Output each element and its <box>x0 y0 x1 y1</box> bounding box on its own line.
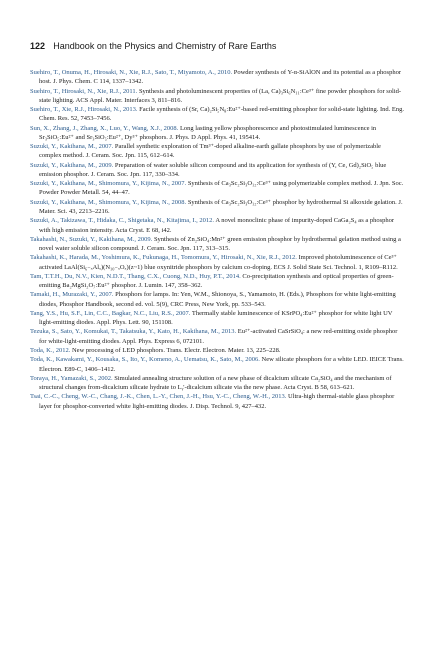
reference-authors: Suehiro, T., Hirosaki, N., Xie, R.J., 2011. <box>30 87 138 95</box>
reference-citation: New silicate phosphors for a white LED. IEICE Trans. Electron. E89-C, 1406–1412. <box>39 356 404 373</box>
reference-entry <box>30 327 404 346</box>
reference-citation: Simulated annealing structure solution of a new phase of dicalcium silicate Ca₂SiO₄ and the mechanism of structural changes from-dicalcium silicate hydrate to Lᵧ'-dicalcium silicate via the new phase. Acta Cryst. B 58, 613–621. <box>39 374 392 392</box>
running-header <box>30 40 276 52</box>
reference-authors: Toda, K., Kawakami, Y., Kousaka, S., Ito, Y., Komeno, A., Uematsu, K., Sato, M., 2006. <box>30 356 260 364</box>
reference-citation: Parallel synthetic exploration of Tm³⁺-doped alkaline-earth gallate phosphors by use of polymerizable complex method. J. Ceram. Soc. Jpn. 115, 612–614. <box>39 143 381 160</box>
reference-authors: Tsai, C.-C., Cheng, W.-C., Chang, J.-K., Chen, L.-Y., Chen, J.-H., Hsu, Y.-C., Cheng, W.-H., 2013. <box>30 393 287 401</box>
reference-authors: Toda, K., 2012. <box>30 346 71 354</box>
reference-entry <box>30 235 404 254</box>
page-number: 122 <box>30 41 46 51</box>
reference-authors: Suzuki, Y., Kakihana, M., 2009. <box>30 161 114 169</box>
reference-authors: Takahashi, K., Harada, M., Yoshimura, K., Fukunaga, H., Tomomura, Y., Hirosaki, N., Xie, R.J., 2012. <box>30 254 297 262</box>
reference-entry <box>30 179 404 198</box>
reference-entry <box>30 124 404 143</box>
reference-citation: Synthesis of Zn₂SiO₄:Mn²⁺ green emission phosphor by hydrothermal gelation method using a novel water soluble silicon compound. J. Ceram. Soc. Jpn. 117, 313–315. <box>39 235 401 253</box>
reference-authors: Suzuki, A., Takizawa, T., Hidaka, C., Shigetaka, N., Kitajima, I., 2012. <box>30 217 215 225</box>
reference-entry <box>30 355 404 374</box>
reference-citation: A novel monoclinic phase of impurity-doped CaGa₂S₄ as a phosphor with high emission intensity. Acta Cryst. E 68, i42. <box>39 217 395 234</box>
reference-citation: Long lasting yellow phosphorescence and photostimulated luminescence in Sr₃SiO₅:Eu²⁺ and Sr₃SiO₅:Eu²⁺, Dy³⁺ phosphors. J. Phys. D Appl. Phys. 41, 195414. <box>39 124 377 141</box>
reference-authors: Suzuki, Y., Kakihana, M., Shimomura, Y., Kijima, N., 2007. <box>30 180 187 188</box>
reference-authors: Suehiro, T., Xie, R.J., Hirosaki, N., 2013. <box>30 106 138 114</box>
reference-entry <box>30 346 404 355</box>
reference-citation: Facile synthesis of (Sr, Ca)₂Si₅N₈:Eu²⁺-based red-emitting phosphor for solid-state lighting. Ind. Eng. Chem. Res. 52, 7453–7456. <box>39 106 405 123</box>
reference-entry <box>30 142 404 161</box>
reference-entry <box>30 68 404 87</box>
reference-authors: Tezuka, S., Sato, Y., Komukai, T., Takatsuka, Y., Kato, H., Kakihana, M., 2013. <box>30 328 237 336</box>
reference-entry <box>30 198 404 217</box>
reference-entry <box>30 87 404 106</box>
reference-citation: Ultra-high thermal-stable glass phosphor layer for phosphor-converted white light-emitting diodes. J. Disp. Technol. 9, 427–432. <box>39 393 395 410</box>
reference-entry <box>30 272 404 291</box>
reference-authors: Suzuki, Y., Kakihana, M., 2007. <box>30 143 114 151</box>
reference-list <box>30 68 404 411</box>
reference-citation: Preparation of water soluble silicon compound and its application for synthesis of (Y, Ce, Gd)₂SiO₅ blue emission phosphor. J. Ceram. Soc. Jpn. 117, 330–334. <box>39 161 387 178</box>
reference-entry <box>30 216 404 235</box>
reference-citation: Thermally stable luminescence of KSrPO₄:Eu²⁺ phosphor for white light UV light-emitting diodes. Appl. Phys. Lett. 90, 151108. <box>39 309 393 327</box>
reference-entry <box>30 309 404 328</box>
reference-citation: Synthesis and photoluminescent properties of (La, Ca)₃Si₆N₁₁:Ce³⁺ fine powder phosphors for solid-state lighting. ACS Appl. Mater. Interfaces 3, 811–816. <box>39 87 402 104</box>
reference-authors: Tam, T.T.H., Du, N.V., Kien, N.D.T., Thang, C.X., Cuong, N.D., Huy, P.T., 2014. <box>30 272 241 280</box>
reference-entry <box>30 105 404 124</box>
reference-citation: Eu²⁺-activated CaSrSiO₄: a new red-emitting oxide phosphor for white-light-emitting diodes. Appl. Phys. Express 6, 072101. <box>39 328 398 345</box>
reference-citation: Synthesis of Ca₃Sc₂Si₃O₁₂:Ce³⁺ phosphor by hydrothermal Si alkoxide gelation. J. Mater. Sci. 43, 2213–2216. <box>39 198 403 215</box>
reference-citation: Synthesis of Ca₃Sc₂Si₃O₁₂:Ce³⁺ using polymerizable complex method. J. Jpn. Soc. Powder Powder Metall. 54, 44–47. <box>39 180 404 197</box>
reference-citation: Powder synthesis of Y-α-SiAlON and its potential as a phosphor host. J. Phys. Chem. C 114, 1337–1342. <box>39 69 401 86</box>
book-title: Handbook on the Physics and Chemistry of Rare Earths <box>53 41 277 51</box>
reference-entry <box>30 374 404 393</box>
reference-authors: Tamaki, H., Murazaki, Y., 2007. <box>30 291 114 299</box>
reference-authors: Takahashi, N., Suzuki, Y., Kakihana, M., 2009. <box>30 235 153 243</box>
reference-authors: Sun, X., Zhang, J., Zhang, X., Luo, Y., Wang, X.J., 2008. <box>30 124 179 132</box>
reference-authors: Toraya, H., Yamazaki, S., 2002. <box>30 374 113 382</box>
reference-entry <box>30 392 404 411</box>
reference-citation: Phosphors for lamps. In: Yen, W.M., Shionoya, S., Yamamoto, H. (Eds.), Phosphors for white light-emitting diodes, Phosphor Handbook, second ed. vol. 5(9), CRC Press, New York, pp. 533–543. <box>39 291 396 308</box>
reference-authors: Suzuki, Y., Kakihana, M., Shimomura, Y., Kijima, N., 2008. <box>30 198 187 206</box>
reference-citation: Improved photoluminescence of Ce³⁺ activated LaAl(Si₆₋ₓAlₓ)(N₁₀₋ₓOₓ)(z~1) blue oxynitride phosphors by calcium co-doping. ECS J. Solid State Sci. Technol. 1, R109–R112. <box>39 254 398 271</box>
reference-entry <box>30 161 404 180</box>
reference-authors: Tang, Y.S., Hu, S.F., Lin, C.C., Bagkar, N.C., Liu, R.S., 2007. <box>30 309 191 317</box>
reference-authors: Suehiro, T., Onuma, H., Hirosaki, N., Xie, R.J., Sato, T., Miyamoto, A., 2010. <box>30 69 233 76</box>
reference-entry <box>30 290 404 309</box>
reference-citation: New processing of LED phosphors. Trans. Electr. Electron. Mater. 13, 225–228. <box>70 346 281 354</box>
reference-entry <box>30 253 404 272</box>
reference-citation: Co-precipitation synthesis and optical properties of green-emitting Ba₂MgSi₂O₇:Eu²⁺ phosphor. J. Lumin. 147, 358–362. <box>39 272 394 290</box>
